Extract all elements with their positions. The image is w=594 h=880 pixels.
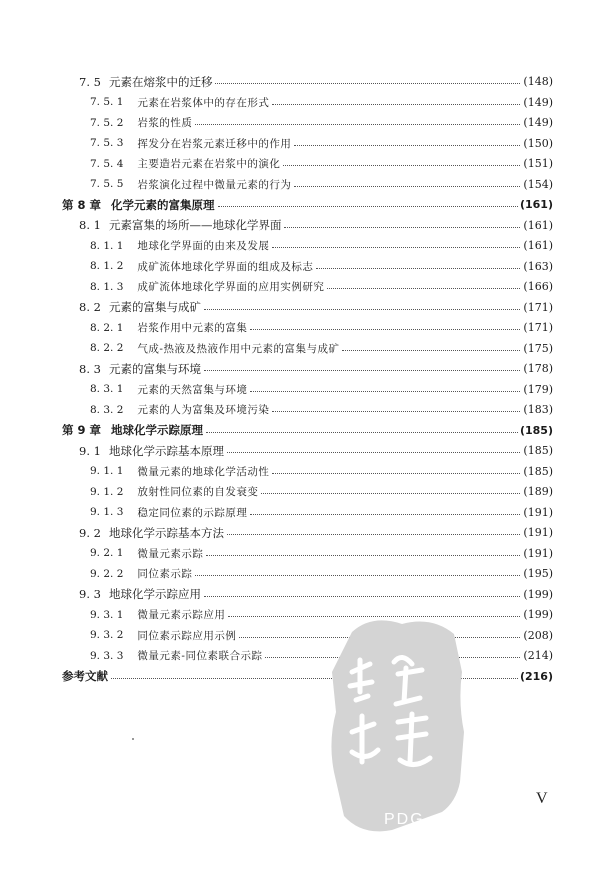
toc-entry-sub bbox=[0, 482, 594, 501]
toc-entry-number: 9. 1. 1 bbox=[90, 465, 124, 477]
toc-entry-title: 地球化学示踪基本方法 bbox=[108, 525, 224, 540]
toc-entry-section bbox=[0, 585, 594, 604]
toc-entry-title: 同位素示踪 bbox=[137, 568, 193, 580]
toc-entry-sub bbox=[0, 236, 594, 255]
toc-entry-page: (191) bbox=[523, 546, 553, 560]
toc-entry-page: (183) bbox=[523, 403, 553, 416]
toc-entry-page: (175) bbox=[523, 341, 553, 355]
toc-entry-title: 成矿流体地球化学界面的组成及标志 bbox=[137, 260, 314, 273]
watermark-seal-icon bbox=[322, 612, 468, 840]
toc-entry-sub bbox=[0, 339, 594, 358]
toc-entry-title: 参考文献 bbox=[62, 669, 108, 683]
dot-leader bbox=[272, 411, 536, 412]
toc-entry-number: 8. 1. 2 bbox=[90, 260, 124, 272]
dot-leader bbox=[250, 391, 536, 392]
toc-entry-title: 地球化学界面的由来及发展 bbox=[137, 240, 270, 252]
toc-entry-number: 7. 5. 3 bbox=[90, 137, 124, 149]
dot-leader bbox=[316, 268, 536, 269]
toc-entry-page: (171) bbox=[523, 321, 553, 334]
toc-entry-title: 微量元素的地球化学活动性 bbox=[137, 465, 270, 478]
toc-entry-number: 8. 3. 1 bbox=[90, 383, 124, 395]
toc-entry-sub bbox=[0, 257, 594, 276]
watermark-pdg-text: PDG bbox=[384, 811, 425, 828]
page-number: V bbox=[536, 790, 548, 807]
toc-entry-page: (151) bbox=[523, 157, 553, 170]
toc-entry-title: 成矿流体地球化学界面的应用实例研究 bbox=[137, 281, 325, 293]
toc-entry-title: 稳定同位素的示踪原理 bbox=[137, 506, 248, 519]
toc-entry-page: (191) bbox=[523, 526, 553, 539]
toc-entry-page: (185) bbox=[523, 464, 553, 478]
toc-entry-title: 地球化学示踪基本原理 bbox=[108, 443, 224, 458]
toc-entry-page: (148) bbox=[523, 75, 553, 88]
dot-leader bbox=[218, 206, 536, 207]
toc-entry-title: 地球化学示踪原理 bbox=[111, 423, 204, 437]
toc-entry-section bbox=[0, 216, 594, 235]
toc-entry-sub bbox=[0, 93, 594, 112]
toc-entry-section bbox=[0, 441, 594, 460]
dot-leader bbox=[206, 555, 536, 556]
toc-entry-number: 8. 2 bbox=[79, 300, 101, 314]
toc-entry-number: 7. 5. 5 bbox=[90, 178, 124, 190]
toc-entry-chapter bbox=[0, 421, 594, 440]
toc-entry-title: 元素富集的场所——地球化学界面 bbox=[108, 218, 282, 232]
toc-entry-sub bbox=[0, 646, 594, 665]
toc-entry-section bbox=[0, 298, 594, 317]
dot-leader bbox=[283, 165, 536, 166]
toc-entry-title: 元素在岩浆体中的存在形式 bbox=[137, 96, 270, 109]
dot-leader bbox=[250, 514, 536, 515]
dot-leader bbox=[227, 452, 536, 453]
toc-entry-page: (154) bbox=[523, 177, 553, 191]
dot-leader bbox=[227, 534, 536, 535]
toc-entry-sub bbox=[0, 154, 594, 173]
dot-leader bbox=[284, 227, 536, 228]
toc-entry-page: (171) bbox=[523, 300, 553, 314]
toc-entry-title: 岩浆作用中元素的富集 bbox=[137, 322, 248, 334]
toc-entry-sub bbox=[0, 564, 594, 583]
toc-entry-title: 元素的富集与成矿 bbox=[108, 300, 201, 314]
toc-entry-number: 8. 3 bbox=[79, 361, 101, 376]
toc-entry-title: 气成-热液及热液作用中元素的富集与成矿 bbox=[137, 342, 340, 355]
toc-entry-page: (199) bbox=[523, 587, 553, 601]
toc-entry-sub bbox=[0, 626, 594, 645]
toc-entry-number: 9. 1. 2 bbox=[90, 485, 124, 498]
dot-leader bbox=[272, 104, 536, 105]
toc-entry-sub bbox=[0, 380, 594, 399]
dot-leader bbox=[294, 145, 536, 146]
toc-entry-number: 8. 1. 1 bbox=[90, 239, 124, 252]
dot-leader bbox=[272, 473, 536, 474]
dot-leader bbox=[294, 186, 536, 187]
toc-entry-page: (161) bbox=[519, 198, 553, 211]
toc-entry-number: 9. 2 bbox=[79, 525, 101, 540]
toc-entry-title: 化学元素的富集原理 bbox=[111, 197, 215, 212]
toc-entry-sub bbox=[0, 605, 594, 624]
toc-entry-title: 挥发分在岩浆元素迁移中的作用 bbox=[137, 137, 292, 150]
toc-entry-sub bbox=[0, 134, 594, 153]
dot-leader bbox=[204, 370, 536, 371]
toc-entry-number: 9. 3. 2 bbox=[90, 629, 124, 641]
toc-entry-title: 主要造岩元素在岩浆中的演化 bbox=[137, 158, 281, 170]
toc-entry-title: 岩浆的性质 bbox=[137, 117, 193, 129]
toc-entry-section bbox=[0, 72, 594, 91]
toc-entry-number: 8. 3. 2 bbox=[90, 403, 124, 416]
dot-leader bbox=[204, 596, 536, 597]
toc-entry-number: 8. 2. 1 bbox=[90, 321, 124, 334]
toc-entry-page: (150) bbox=[523, 136, 553, 150]
toc-entry-page: (149) bbox=[523, 116, 553, 129]
dot-leader bbox=[215, 83, 536, 84]
toc-entry-section bbox=[0, 523, 594, 542]
toc-entry-title: 微量元素示踪应用 bbox=[137, 609, 226, 621]
dot-leader bbox=[250, 329, 536, 330]
toc-entry-page: (149) bbox=[523, 95, 553, 109]
toc-entry-number: 第 9 章 bbox=[62, 423, 102, 437]
toc-entry-number: 9. 3. 3 bbox=[90, 649, 124, 662]
toc-entry-title: 元素在熔浆中的迁移 bbox=[108, 74, 213, 89]
toc-entry-title: 元素的天然富集与环境 bbox=[137, 383, 248, 396]
toc-entry-page: (166) bbox=[523, 280, 553, 293]
toc-entry-page: (216) bbox=[519, 669, 553, 683]
toc-entry-number: 7. 5. 2 bbox=[90, 116, 124, 129]
toc-entry-title: 同位素示踪应用示例 bbox=[137, 629, 237, 642]
toc-entry-title: 放射性同位素的自发衰变 bbox=[137, 486, 259, 498]
toc-entry-number: 9. 1 bbox=[79, 443, 101, 458]
toc-entry-sub bbox=[0, 400, 594, 419]
dot-leader bbox=[272, 247, 536, 248]
dot-leader bbox=[195, 575, 536, 576]
dot-leader bbox=[204, 309, 536, 310]
seal-shape bbox=[331, 620, 464, 831]
toc-entry-page: (214) bbox=[523, 649, 553, 662]
toc-entry-number: 9. 3. 1 bbox=[90, 608, 124, 621]
scan-speck bbox=[132, 738, 134, 740]
toc-entry-sub bbox=[0, 277, 594, 296]
toc-entry-page: (191) bbox=[523, 505, 553, 519]
toc-entry-sub bbox=[0, 113, 594, 132]
toc-entry-number: 9. 3 bbox=[79, 587, 101, 601]
dot-leader bbox=[206, 432, 536, 433]
toc-entry-section bbox=[0, 359, 594, 378]
toc-entry-number: 7. 5. 4 bbox=[90, 157, 124, 170]
dot-leader bbox=[327, 288, 536, 289]
toc-entry-title: 元素的人为富集及环境污染 bbox=[137, 404, 270, 416]
toc-entry-page: (185) bbox=[519, 423, 553, 437]
toc-entry-number: 8. 1 bbox=[79, 218, 101, 232]
toc-entry-bib bbox=[0, 667, 594, 686]
toc-entry-title: 元素的富集与环境 bbox=[108, 361, 201, 376]
toc-entry-number: 8. 2. 2 bbox=[90, 342, 124, 354]
toc-entry-number: 9. 2. 2 bbox=[90, 567, 124, 580]
toc-entry-page: (161) bbox=[523, 239, 553, 252]
toc-entry-page: (178) bbox=[523, 362, 553, 375]
dot-leader bbox=[261, 493, 536, 494]
toc-entry-number: 9. 2. 1 bbox=[90, 547, 124, 559]
toc-entry-page: (161) bbox=[523, 218, 553, 232]
toc-entry-page: (199) bbox=[523, 608, 553, 621]
toc-entry-page: (208) bbox=[523, 628, 553, 642]
dot-leader bbox=[342, 350, 536, 351]
toc-entry-title: 地球化学示踪应用 bbox=[108, 587, 201, 601]
dot-leader bbox=[195, 124, 536, 125]
toc-entry-number: 8. 1. 3 bbox=[90, 280, 124, 293]
toc-entry-page: (189) bbox=[523, 485, 553, 498]
toc-entry-page: (185) bbox=[523, 444, 553, 457]
toc-entry-sub bbox=[0, 175, 594, 194]
toc-entry-title: 微量元素示踪 bbox=[137, 547, 204, 560]
toc-entry-number: 7. 5 bbox=[79, 74, 101, 89]
toc-entry-number: 9. 1. 3 bbox=[90, 506, 124, 518]
toc-entry-sub bbox=[0, 503, 594, 522]
toc-entry-title: 岩浆演化过程中微量元素的行为 bbox=[137, 178, 292, 191]
toc-entry-page: (195) bbox=[523, 567, 553, 580]
toc-entry-sub bbox=[0, 318, 594, 337]
toc-entry-sub bbox=[0, 462, 594, 481]
toc-entry-sub bbox=[0, 544, 594, 563]
toc-entry-page: (163) bbox=[523, 259, 553, 273]
toc-entry-title: 微量元素-同位素联合示踪 bbox=[137, 650, 263, 662]
toc-entry-number: 第 8 章 bbox=[62, 197, 102, 212]
toc-entry-number: 7. 5. 1 bbox=[90, 96, 124, 108]
toc-entry-page: (179) bbox=[523, 382, 553, 396]
toc-entry-chapter bbox=[0, 195, 594, 214]
